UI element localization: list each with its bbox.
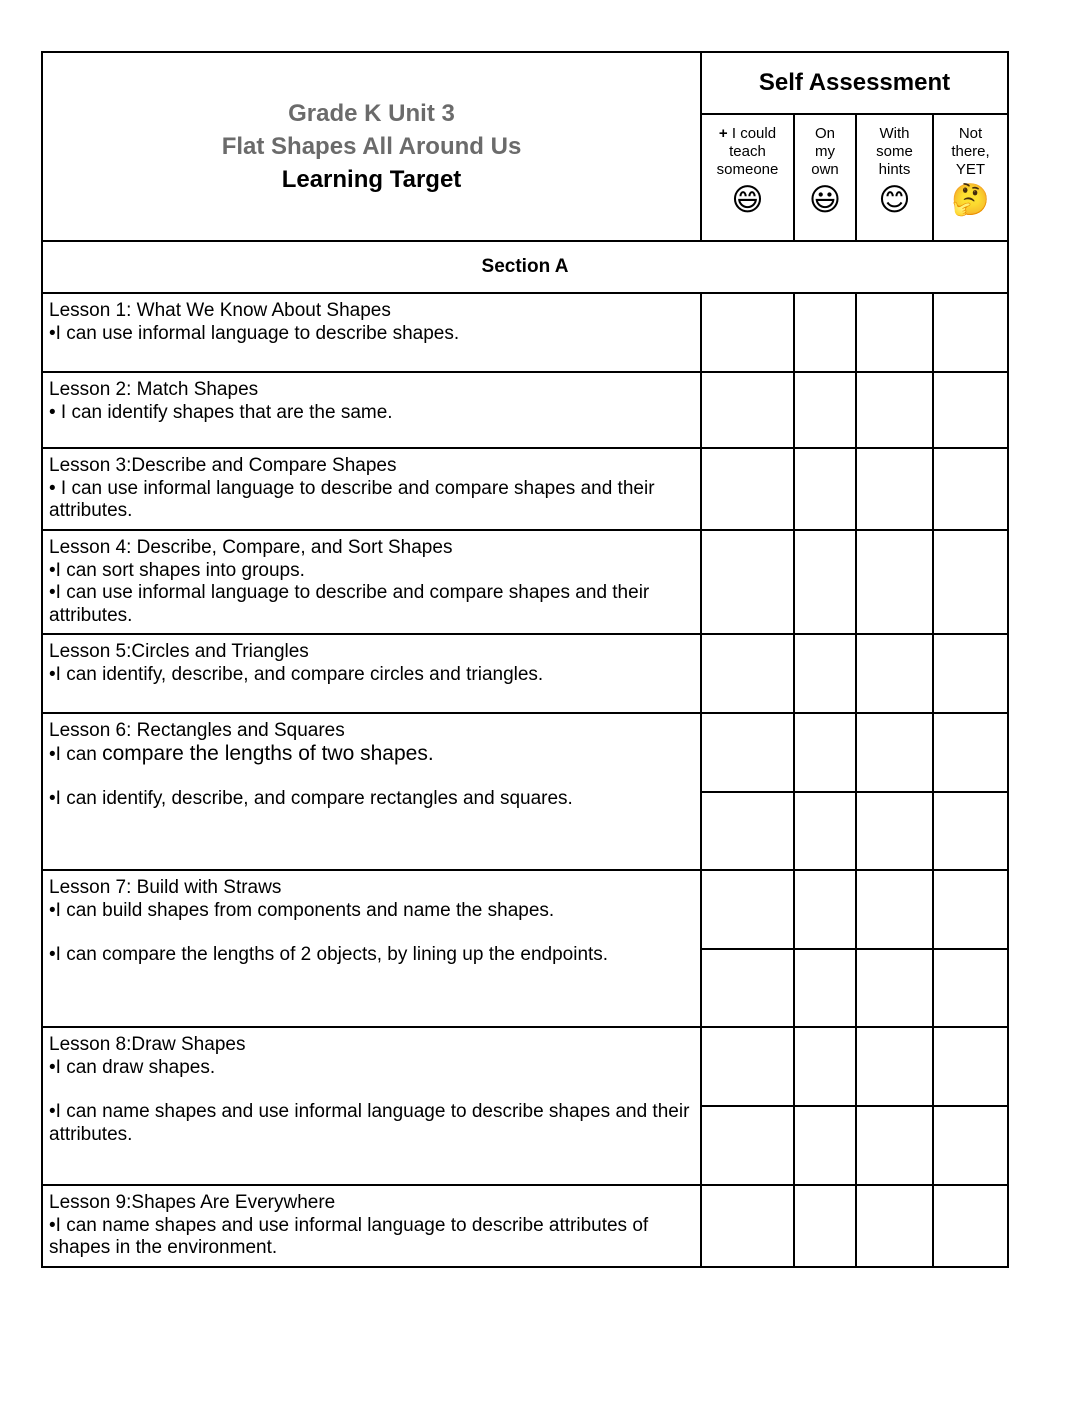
rating-cell-hints[interactable] [856,634,933,713]
rating-cell-own[interactable] [794,949,856,1027]
rating-cell-hints[interactable] [856,293,933,372]
lesson-row [42,448,1008,530]
rating-cell-teach[interactable] [701,713,794,792]
rating-cell-own[interactable] [794,634,856,713]
rating-cell-yet[interactable] [933,634,1008,713]
learning-target-header [42,52,701,241]
rating-cell-yet[interactable] [933,949,1008,1027]
thinking-face-icon: 🤔 [951,182,990,217]
rating-cell-own[interactable] [794,372,856,448]
column-not-there-yet: Not there, YET 🤔 [933,114,1008,241]
rating-cell-teach[interactable] [701,1027,794,1106]
rating-cell-hints[interactable] [856,792,933,870]
column-on-my-own: On my own 😃 [794,114,856,241]
rating-cell-teach[interactable] [701,448,794,530]
self-assessment-table [41,51,1009,1268]
column-teach-someone: + I could teach someone 😄 [701,114,794,241]
lesson-4-target: Lesson 4: Describe, Compare, and Sort Shapes •I can sort shapes into groups. •I can use informal language to describe and compare shapes and their attributes. [42,530,701,634]
rating-cell-yet[interactable] [933,448,1008,530]
rating-cell-yet[interactable] [933,713,1008,792]
lesson-2-target: Lesson 2: Match Shapes • I can identify shapes that are the same. [42,372,701,448]
rating-cell-teach[interactable] [701,1106,794,1185]
lesson-row [42,293,1008,372]
rating-cell-teach[interactable] [701,870,794,949]
lesson-row [42,372,1008,448]
rating-cell-teach[interactable] [701,293,794,372]
rating-cell-yet[interactable] [933,1027,1008,1106]
rating-cell-own[interactable] [794,792,856,870]
rating-cell-hints[interactable] [856,949,933,1027]
lesson-row [42,634,1008,713]
learning-target-heading: Learning Target [281,166,462,193]
rating-cell-hints[interactable] [856,1106,933,1185]
rating-cell-teach[interactable] [701,530,794,634]
rating-cell-teach[interactable] [701,1185,794,1267]
rating-cell-own[interactable] [794,293,856,372]
rating-cell-yet[interactable] [933,870,1008,949]
rating-cell-own[interactable] [794,870,856,949]
grade-unit-title: Grade K Unit 3 [288,100,455,127]
column-with-some-hints: With some hints 😊 [856,114,933,241]
rating-cell-hints[interactable] [856,372,933,448]
rating-cell-own[interactable] [794,713,856,792]
lesson-row [42,713,1008,792]
rating-cell-hints[interactable] [856,1185,933,1267]
rating-cell-yet[interactable] [933,792,1008,870]
rating-cell-hints[interactable] [856,448,933,530]
rating-cell-yet[interactable] [933,1106,1008,1185]
lesson-9-target: Lesson 9:Shapes Are Everywhere •I can name shapes and use informal language to describe attributes of shapes in the environment. [42,1185,701,1267]
grinning-face-icon: 😄 [731,182,764,217]
rating-cell-own[interactable] [794,1027,856,1106]
lesson-7-target: Lesson 7: Build with Straws •I can build shapes from components and name the shapes. •I can compare the lengths of 2 objects, by lining up the endpoints. [42,870,701,1027]
rating-cell-yet[interactable] [933,530,1008,634]
lesson-row [42,870,1008,949]
self-assessment-heading: Self Assessment [701,52,1008,114]
rating-cell-own[interactable] [794,1185,856,1267]
rating-cell-hints[interactable] [856,870,933,949]
smiling-face-icon: 😊 [878,182,911,217]
rating-cell-own[interactable] [794,1106,856,1185]
rating-cell-yet[interactable] [933,1185,1008,1267]
section-heading: Section A [42,241,1008,293]
rating-cell-own[interactable] [794,448,856,530]
lesson-row [42,1027,1008,1106]
unit-name-title: Flat Shapes All Around Us [221,133,522,160]
lesson-row [42,530,1008,634]
lesson-5-target: Lesson 5:Circles and Triangles •I can identify, describe, and compare circles and triangles. [42,634,701,713]
rating-cell-hints[interactable] [856,713,933,792]
rating-cell-teach[interactable] [701,372,794,448]
rating-cell-teach[interactable] [701,792,794,870]
lesson-row [42,1185,1008,1267]
rating-cell-hints[interactable] [856,1027,933,1106]
rating-cell-own[interactable] [794,530,856,634]
lesson-6-target: Lesson 6: Rectangles and Squares •I can compare the lengths of two shapes. •I can identify, describe, and compare rectangles and squares. [42,713,701,870]
lesson-3-target: Lesson 3:Describe and Compare Shapes • I can use informal language to describe and compare shapes and their attributes. [42,448,701,530]
lesson-8-target: Lesson 8:Draw Shapes •I can draw shapes. •I can name shapes and use informal language to describe shapes and their attributes. [42,1027,701,1185]
rating-cell-teach[interactable] [701,949,794,1027]
rating-cell-yet[interactable] [933,372,1008,448]
lesson-1-target: Lesson 1: What We Know About Shapes •I can use informal language to describe shapes. [42,293,701,372]
smiley-face-icon: 😃 [808,182,842,217]
rating-cell-yet[interactable] [933,293,1008,372]
rating-cell-teach[interactable] [701,634,794,713]
rating-cell-hints[interactable] [856,530,933,634]
